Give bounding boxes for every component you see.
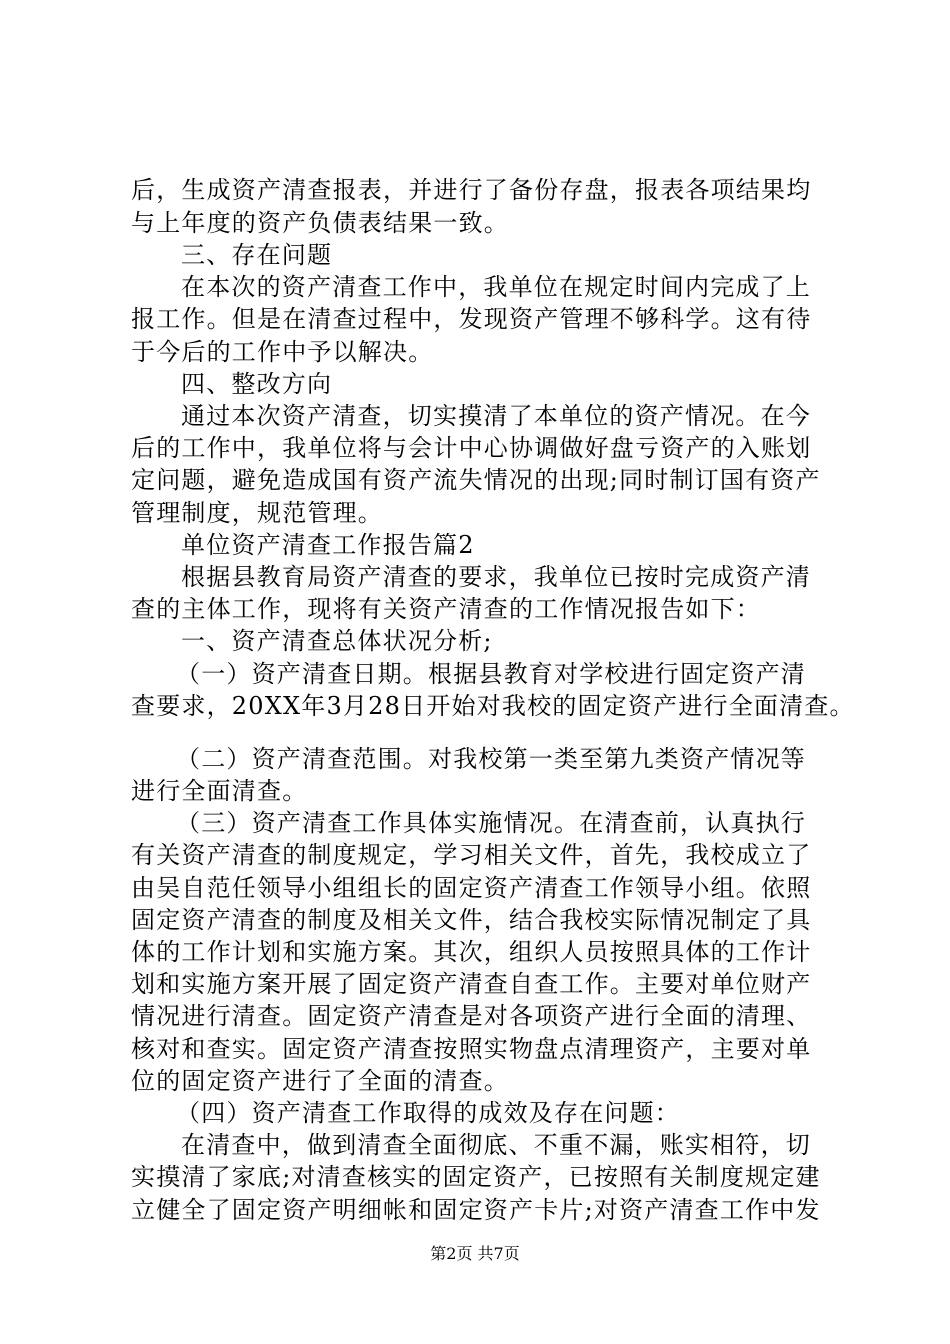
text-line: （三）资产清查工作具体实施情况。在清查前，认真执行 [176, 809, 806, 837]
text-line: （二）资产清查范围。对我校第一类至第九类资产情况等 [176, 745, 806, 773]
report-title: 单位资产清查工作报告篇2 [181, 531, 475, 559]
text-line: 划和实施方案开展了固定资产清查自查工作。主要对单位财产 [131, 970, 812, 998]
text-line: 与上年度的资产负债表结果一致。 [131, 209, 509, 237]
text-line: 情况进行清查。固定资产清查是对各项资产进行全面的清理、 [131, 1002, 812, 1030]
text-line: 位的固定资产进行了全面的清查。 [131, 1067, 509, 1095]
text-line: 通过本次资产清查，切实摸清了本单位的资产情况。在今 [181, 402, 811, 430]
text-line: 管理制度，规范管理。 [131, 499, 383, 527]
text-line: 在清查中，做到清查全面彻底、不重不漏，账实相符，切 [181, 1131, 811, 1159]
text-line: 实摸清了家底;对清查核实的固定资产，已按照有关制度规定建 [131, 1163, 821, 1191]
text-line: 固定资产清查的制度及相关文件，结合我校实际情况制定了具 [131, 906, 812, 934]
section-heading: 四、整改方向 [181, 370, 333, 398]
text-line: （一）资产清查日期。根据县教育对学校进行固定资产清 [176, 660, 806, 688]
text-line: 根据县教育局资产清查的要求，我单位已按时完成资产清 [181, 563, 811, 591]
text-line: 核对和查实。固定资产清查按照实物盘点清理资产，主要对单 [131, 1035, 812, 1063]
text-line: 于今后的工作中予以解决。 [131, 338, 434, 366]
text-line: 由吴自范任领导小组组长的固定资产清查工作领导小组。依照 [131, 874, 812, 902]
section-heading: （四）资产清查工作取得的成效及存在问题： [176, 1099, 680, 1127]
text-line: 立健全了固定资产明细帐和固定资产卡片;对资产清查工作中发 [131, 1196, 821, 1224]
section-heading: 一、资产清查总体状况分析; [181, 627, 493, 655]
text-line: 查要求，20XX年3月28日开始对我校的固定资产进行全面清查。 [131, 692, 855, 720]
text-line: 后，生成资产清查报表，并进行了备份存盘，报表各项结果均 [131, 176, 812, 204]
text-line: 进行全面清查。 [131, 777, 308, 805]
text-line: 查的主体工作，现将有关资产清查的工作情况报告如下： [131, 595, 761, 623]
section-heading: 三、存在问题 [181, 241, 333, 269]
text-line: 在本次的资产清查工作中，我单位在规定时间内完成了上 [181, 273, 811, 301]
text-line: 体的工作计划和实施方案。其次，组织人员按照具体的工作计 [131, 938, 812, 966]
text-line: 有关资产清查的制度规定，学习相关文件，首先，我校成立了 [131, 841, 812, 869]
page-footer: 第2页 共7页 [430, 1244, 520, 1263]
text-line: 定问题，避免造成国有资产流失情况的出现;同时制订国有资产 [131, 466, 821, 494]
text-line: 报工作。但是在清查过程中，发现资产管理不够科学。这有待 [131, 305, 812, 333]
text-line: 后的工作中，我单位将与会计中心协调做好盘亏资产的入账划 [131, 434, 812, 462]
